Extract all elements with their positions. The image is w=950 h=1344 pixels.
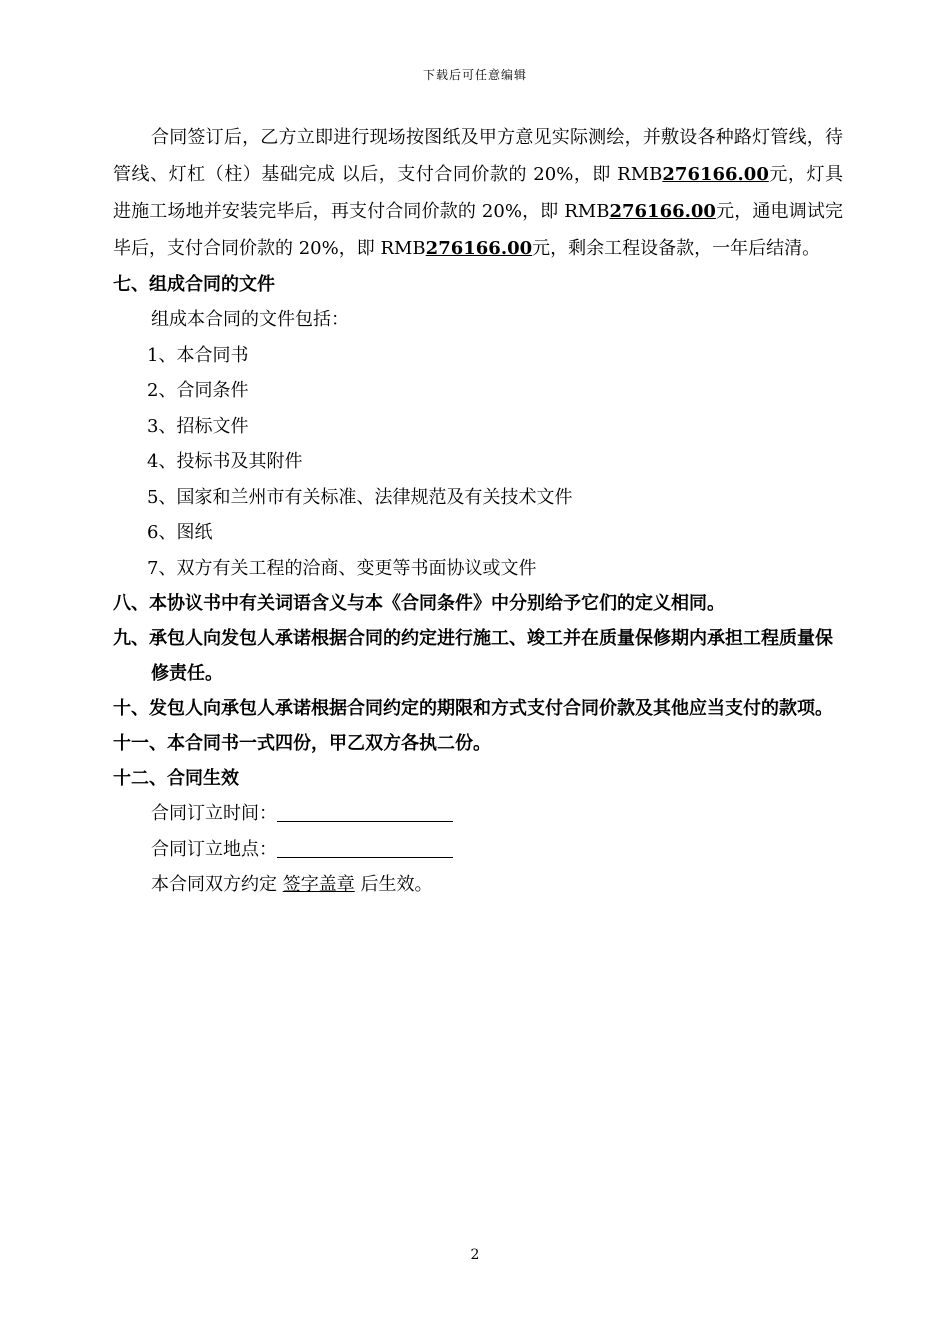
section-11-title: 十一、本合同书一式四份，甲乙双方各执二份。 <box>113 733 491 754</box>
contract-time-label: 合同订立时间： <box>151 803 277 824</box>
document-body <box>113 119 843 903</box>
payment-amount-3: 276166.00 <box>425 238 533 259</box>
list-item-7: 7、双方有关工程的洽商、变更等书面协议或文件 <box>147 557 537 579</box>
page-number: 2 <box>470 1247 480 1263</box>
effect-signature: 签字盖章 <box>282 874 355 895</box>
payment-text-4: 元，剩余工程设备款，一年后结清。 <box>532 238 821 259</box>
list-item-4: 4、投标书及其附件 <box>147 451 303 472</box>
contract-time-row <box>113 796 843 832</box>
list-item-3: 3、招标文件 <box>147 415 249 437</box>
section-7-intro: 组成本合同的文件包括： <box>151 309 349 330</box>
payment-terms-paragraph <box>113 119 843 267</box>
section-8-title: 八、本协议书中有关词语含义与本《合同条件》中分别给予它们的定义相同。 <box>113 593 725 614</box>
section-10-title: 十、发包人向承包人承诺根据合同约定的期限和方式支付合同价款及其他应当支付的款项。 <box>113 698 833 719</box>
contract-place-row <box>113 832 843 868</box>
effect-prefix: 本合同双方约定 <box>151 874 277 895</box>
payment-amount-2: 276166.00 <box>609 201 716 222</box>
payment-text-1: 合同签订后，乙方立即进行现场按图纸及甲方意见实际测绘，并敷设各种路灯管线，待管线、灯杠（柱）基础完成 以后，支付合同价款的 20%，即 RMB <box>113 127 843 185</box>
contract-place-blank <box>277 839 453 858</box>
list-item-1: 1、本合同书 <box>147 344 249 366</box>
list-item-5: 5、国家和兰州市有关标准、法律规范及有关技术文件 <box>147 486 573 508</box>
contract-effect-row <box>113 867 843 903</box>
payment-text-3: 元，通电调试完毕后，支付合同价款的 20%，即 RMB <box>113 201 843 259</box>
list-item-2: 2、合同条件 <box>147 380 249 401</box>
contract-time-blank <box>277 803 453 822</box>
contract-place-label: 合同订立地点： <box>151 838 277 860</box>
section-12-title: 十二、合同生效 <box>113 768 239 789</box>
section-7-title: 七、组成合同的文件 <box>113 274 275 295</box>
effect-suffix: 后生效。 <box>360 874 433 895</box>
header-note: 下载后可任意编辑 <box>422 68 527 82</box>
section-9-title: 九、承包人向发包人承诺根据合同的约定进行施工、竣工并在质量保修期内承担工程质量保修责任。 <box>113 628 833 684</box>
payment-text-2: 元，灯具进施工场地并安装完毕后，再支付合同价款的 20%，即 RMB <box>113 164 844 222</box>
list-item-6: 6、图纸 <box>147 522 213 543</box>
payment-amount-1: 276166.00 <box>662 164 769 185</box>
